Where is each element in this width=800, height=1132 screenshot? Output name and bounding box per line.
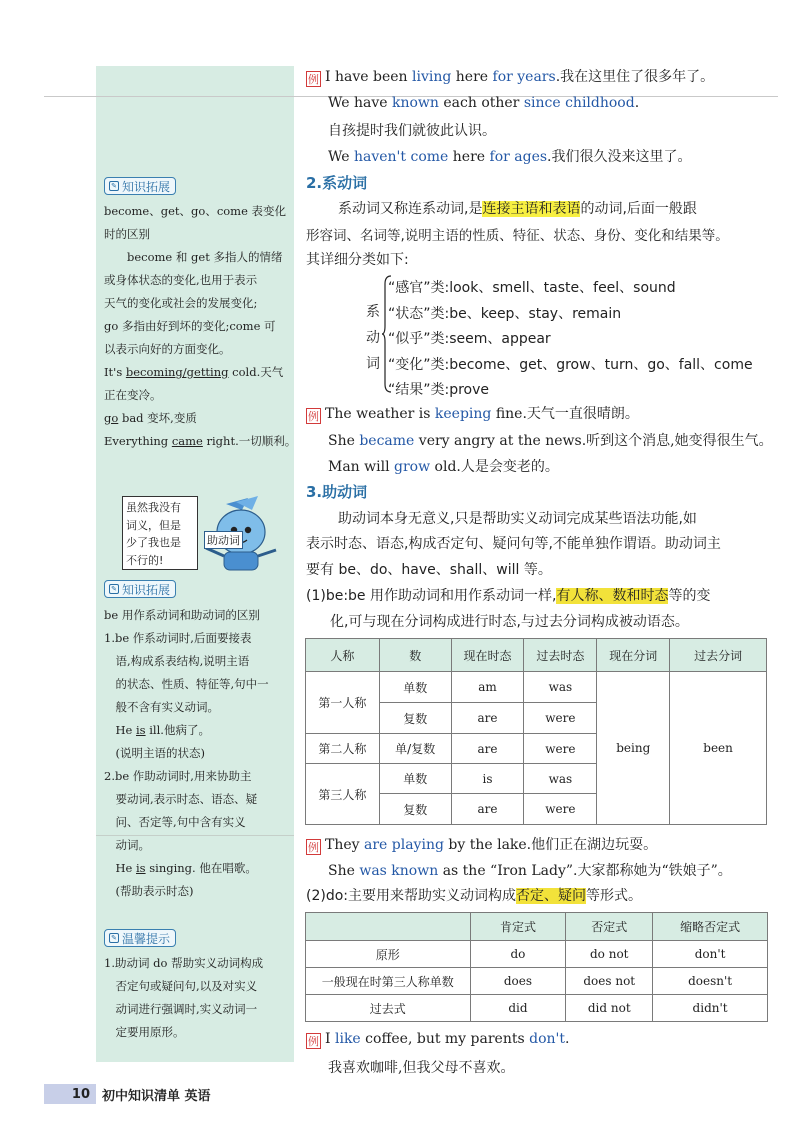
category-label: 系 动 词	[366, 304, 380, 372]
tip-tag-knowledge-1: ✎ 知识拓展	[104, 177, 176, 195]
tag-icon: ✎	[109, 584, 119, 594]
example-mark-icon: 例	[308, 410, 319, 423]
mascot	[122, 496, 300, 576]
table-row: 第三人称 单数 is was	[306, 764, 767, 794]
example-line: He is singing. 他在唱歌。	[104, 861, 257, 875]
mascot-badge: 助动词	[204, 531, 243, 549]
example-sentence: She became very angry at the news.听到这个消息,她变得很生气。	[328, 433, 773, 449]
knowledge-box-1: become、get、go、come 表变化 时的区别 become 和 get 多指人的情绪 或身体状态的变化,也用于表示 天气的变化或社会的发展变化; go 多指由好到坏的变化;come 可 以表示向好的方面变化。 It's becoming/getting cold.天气 正在变冷。 go bad 变坏,变质 Everything came right.一切顺利。	[104, 200, 296, 453]
tip-tag-reminder: ✎ 温馨提示	[104, 929, 176, 947]
category-item: “状态”类:be、keep、stay、remain	[388, 305, 622, 322]
example-sentence: 例 I like coffee, but my parents don't.	[308, 1031, 570, 1048]
paragraph-line: 要有 be、do、have、shall、will 等。	[306, 562, 552, 578]
table-row: 复数 are were	[306, 703, 767, 734]
category-item: “感官”类:look、smell、taste、feel、sound	[388, 280, 676, 296]
paragraph-line: (2)do:主要用来帮助实义动词构成否定、疑问等形式。	[306, 888, 642, 904]
category-list	[388, 276, 753, 404]
section-heading-linking-verbs: 2.系动词	[306, 174, 368, 192]
paragraph-line: 其详细分类如下:	[306, 252, 409, 268]
example-line: go bad 变坏,变质	[104, 411, 197, 425]
example-line: It's becoming/getting cold.天气	[104, 365, 284, 379]
example-sentence: We have known each other since childhood.	[328, 95, 640, 111]
book-title: 初中知识清单 英语	[102, 1088, 211, 1104]
table-header-row: 人称 数 现在时态 过去时态 现在分词 过去分词	[306, 639, 767, 672]
example-sentence: 例 The weather is keeping fine.天气一直很晴朗。	[308, 406, 639, 423]
example-line: He is ill.他病了。	[104, 723, 210, 737]
tag-icon: ✎	[109, 933, 119, 943]
example-mark-icon: 例	[308, 841, 319, 854]
do-forms-table	[305, 912, 768, 1022]
paragraph-line: 系动词又称连系动词,是连接主语和表语的动词,后面一般跟	[338, 201, 697, 217]
example-translation: 自孩提时我们就彼此认识。	[328, 123, 496, 139]
page-number: 10	[44, 1084, 96, 1104]
example-sentence: 例 They are playing by the lake.他们正在湖边玩耍。	[308, 837, 658, 854]
table-row: 过去式 did did not didn't	[306, 995, 768, 1022]
tag-icon: ✎	[109, 181, 119, 191]
reminder-box: 1.助动词 do 帮助实义动词构成 否定句或疑问句,以及对实义 动词进行强调时,实义动词一 定要用原形。	[104, 956, 264, 1039]
category-item: “似乎”类:seem、appear	[388, 331, 551, 347]
paragraph-line: (1)be:be 用作助动词和用作系动词一样,有人称、数和时态等的变	[306, 588, 711, 604]
example-sentence: Man will grow old.人是会变老的。	[328, 459, 559, 475]
section-heading-auxiliary-verbs: 3.助动词	[306, 483, 368, 501]
example-mark-icon: 例	[308, 1035, 319, 1048]
paragraph-line: 表示时态、语态,构成否定句、疑问句等,不能单独作谓语。助动词主	[306, 536, 721, 552]
speech-bubble: 虽然我没有 词义，但是 少了我也是 不行的!	[122, 496, 198, 570]
paragraph-line: 形容词、名词等,说明主语的性质、特征、状态、身份、变化和结果等。	[306, 228, 729, 244]
category-item: “变化”类:become、get、grow、turn、go、fall、come	[388, 356, 753, 373]
knowledge-box-2: be 用作系动词和助动词的区别 1.be 作系动词时,后面要接表 语,构成系表结构,说明主语 的状态、性质、特征等,句中一 般不含有实义动词。 He is ill.他病了。 (说明主语的状态) 2.be 作助动词时,用来协助主 要动词,表示时态、语态、疑 问、否定等,句中含有实义 动词。 He is singing. 他在唱歌。 (帮助表示时态)	[104, 608, 269, 898]
example-translation: 我喜欢咖啡,但我父母不喜欢。	[328, 1060, 515, 1076]
table-row: 复数 are were	[306, 794, 767, 825]
example-sentence: We haven't come here for ages.我们很久没来这里了。	[328, 149, 692, 165]
example-sentence: 例 I have been living here for years.我在这里住了很多年了。	[308, 69, 715, 86]
example-mark-icon: 例	[308, 73, 319, 86]
table-row: 一般现在时第三人称单数 does does not doesn't	[306, 968, 768, 995]
tip-tag-knowledge-2: ✎ 知识拓展	[104, 580, 176, 598]
example-sentence: She was known as the “Iron Lady”.大家都称她为“铁娘子”。	[328, 863, 732, 879]
table-row: 原形 do do not don't	[306, 941, 768, 968]
table-row: 第二人称 单/复数 are were	[306, 734, 767, 764]
paragraph-line: 化,可与现在分词构成进行时态,与过去分词构成被动语态。	[330, 614, 689, 630]
table-row: 第一人称 单数 am was being been	[306, 672, 767, 703]
be-conjugation-table	[305, 638, 767, 825]
table-header-row: 肯定式 否定式 缩略否定式	[306, 913, 768, 941]
example-line: Everything came right.一切顺利。	[104, 434, 297, 448]
category-item: “结果”类:prove	[388, 382, 490, 398]
page-footer	[44, 1084, 211, 1104]
paragraph-line: 助动词本身无意义,只是帮助实义动词完成某些语法功能,如	[338, 511, 697, 527]
